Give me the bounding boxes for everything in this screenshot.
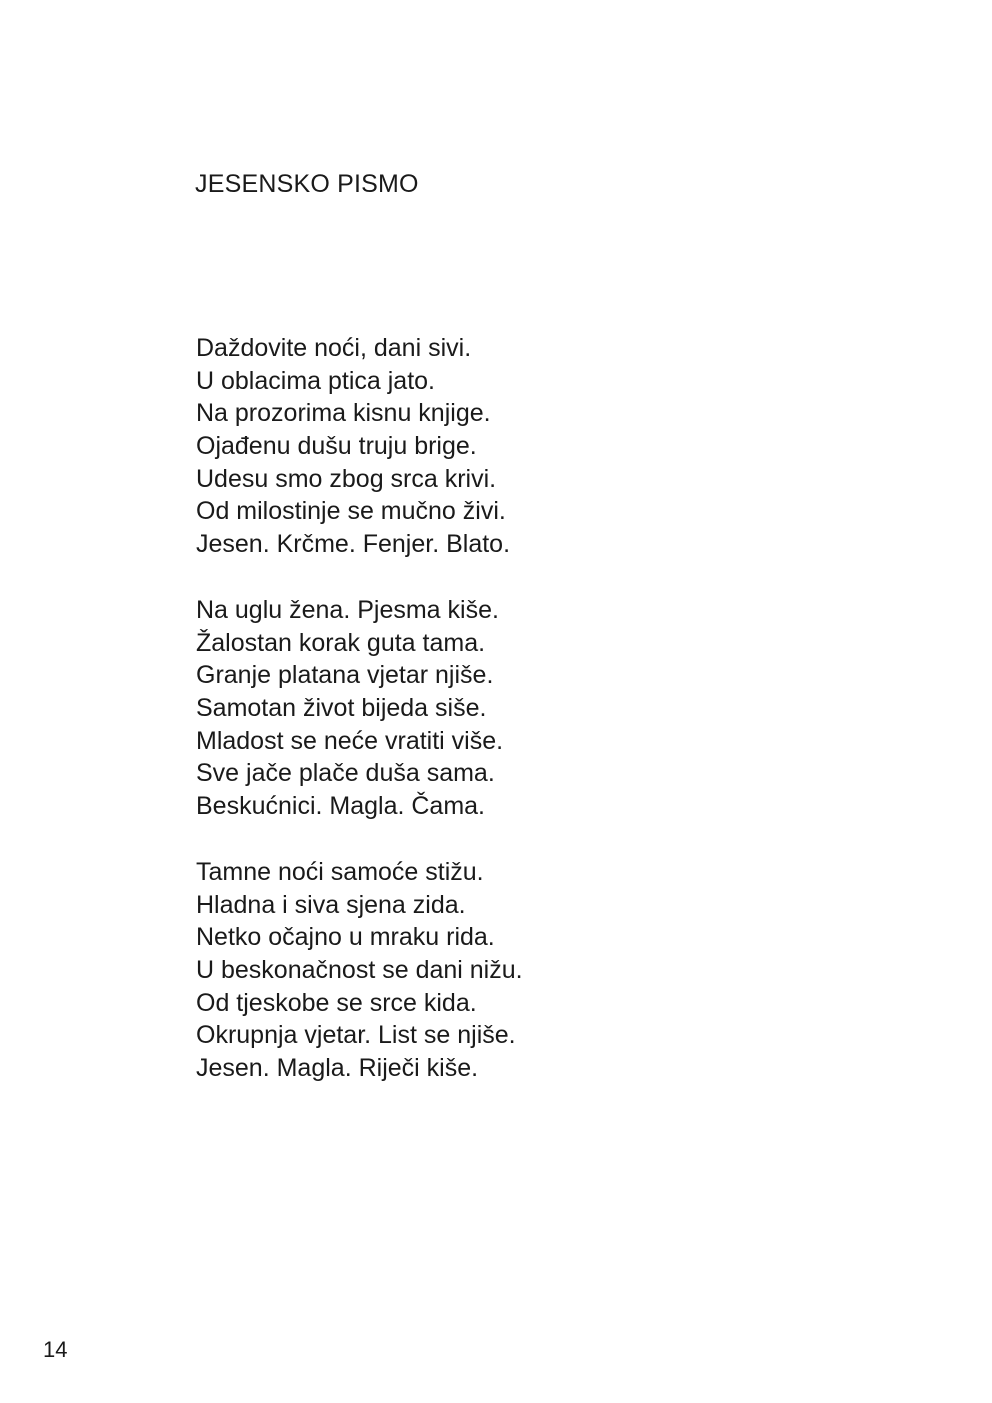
poem-title: JESENSKO PISMO bbox=[195, 170, 419, 198]
poem-line: Od tjeskobe se srce kida. bbox=[196, 988, 477, 1017]
poem-line: Jesen. Magla. Riječi kiše. bbox=[196, 1054, 479, 1083]
poem-line: Beskućnici. Magla. Čama. bbox=[196, 792, 486, 821]
poem-line: Ojađenu dušu truju brige. bbox=[196, 432, 477, 461]
stanza-1 bbox=[196, 332, 510, 561]
poem-line: Daždovite noći, dani sivi. bbox=[196, 334, 472, 362]
poem-line: Okrupnja vjetar. List se njiše. bbox=[196, 1021, 516, 1050]
poem-line: Granje platana vjetar njiše. bbox=[196, 661, 494, 690]
poem-line: Žalostan korak guta tama. bbox=[196, 628, 486, 657]
poem-line: Od milostinje se mučno živi. bbox=[196, 497, 506, 526]
poem-line: Netko očajno u mraku rida. bbox=[196, 923, 495, 952]
poem-line: Jesen. Krčme. Fenjer. Blato. bbox=[196, 530, 511, 559]
poem-line: Tamne noći samoće stižu. bbox=[196, 858, 484, 886]
poem-line: Na prozorima kisnu knjige. bbox=[196, 399, 491, 428]
poem-line: Mladost se neće vratiti više. bbox=[196, 726, 504, 755]
poem-line: Na uglu žena. Pjesma kiše. bbox=[196, 596, 499, 624]
poem-line: Samotan život bijeda siše. bbox=[196, 694, 487, 723]
page-number: 14 bbox=[43, 1337, 68, 1362]
poem-line: Udesu smo zbog srca krivi. bbox=[196, 464, 497, 493]
poem-line: U beskonačnost se dani nižu. bbox=[196, 956, 523, 985]
poem-line: Sve jače plače duša sama. bbox=[196, 759, 495, 788]
poem-line: U oblacima ptica jato. bbox=[196, 366, 436, 395]
stanza-2 bbox=[196, 594, 503, 823]
stanza-3 bbox=[196, 856, 523, 1085]
poem-line: Hladna i siva sjena zida. bbox=[196, 890, 466, 919]
